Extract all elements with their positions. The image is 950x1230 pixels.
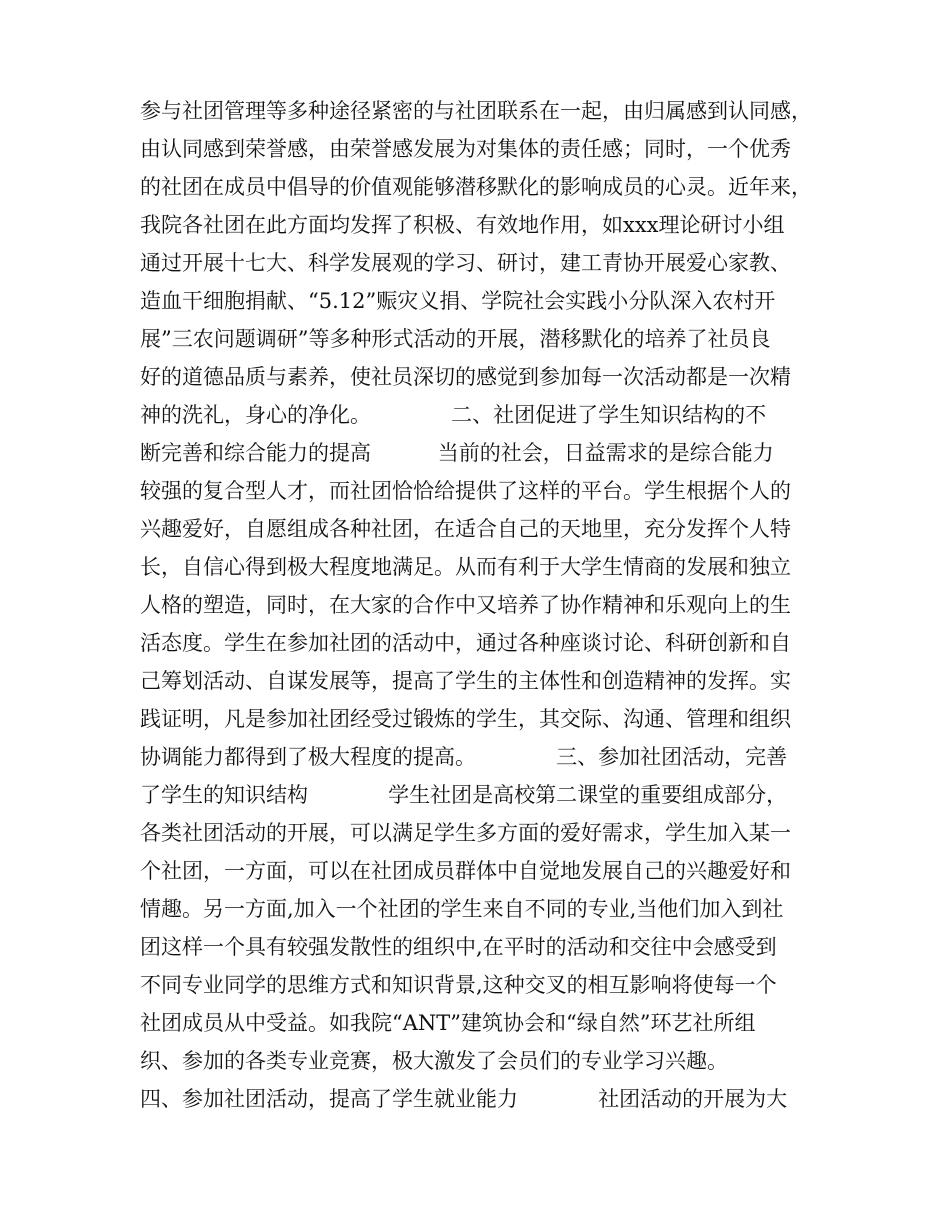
text-line: 各类社团活动的开展，可以满足学生多方面的爱好需求，学生加入某一 [140, 821, 791, 845]
text-line: 社团成员从中受益。如我院“ANT”建筑协会和“绿自然”环艺社所组 [140, 1011, 756, 1035]
text-line: 了学生的知识结构 学生社团是高校第二课堂的重要组成部分， [140, 783, 788, 807]
text-line: 践证明，凡是参加社团经受过锻炼的学生，其交际、沟通、管理和组织 [140, 707, 791, 731]
text-line: 协调能力都得到了极大程度的提高。 三、参加社团活动，完善 [140, 745, 788, 769]
text-line: 好的道德品质与素养，使社员深切的感觉到参加每一次活动都是一次精 [140, 365, 791, 389]
text-line: 造血干细胞捐献、“5.12”赈灾义捐、学院社会实践小分队深入农村开 [140, 289, 776, 313]
text-line: 个社团，一方面，可以在社团成员群体中自觉地发展自己的兴趣爱好和 [140, 859, 791, 883]
text-line: 活态度。学生在参加社团的活动中，通过各种座谈讨论、科研创新和自 [140, 631, 791, 655]
text-line: 的社团在成员中倡导的价值观能够潜移默化的影响成员的心灵。近年来， [140, 175, 812, 199]
text-line: 不同专业同学的思维方式和知识背景,这种交叉的相互影响将使每一个 [140, 973, 777, 997]
text-line: 较强的复合型人才，而社团恰恰给提供了这样的平台。学生根据个人的 [140, 479, 791, 503]
text-line: 神的洗礼，身心的净化。 二、社团促进了学生知识结构的不 [140, 403, 767, 427]
text-line: 四、参加社团活动，提高了学生就业能力 社团活动的开展为大 [140, 1087, 788, 1111]
text-line: 展”三农问题调研”等多种形式活动的开展，潜移默化的培养了社员良 [140, 327, 771, 351]
body-text [140, 92, 830, 1118]
text-line: 情趣。另一方面,加入一个社团的学生来自不同的专业,当他们加入到社 [140, 897, 784, 921]
text-line: 由认同感到荣誉感，由荣誉感发展为对集体的责任感；同时，一个优秀 [140, 137, 791, 161]
text-line: 人格的塑造，同时，在大家的合作中又培养了协作精神和乐观向上的生 [140, 593, 791, 617]
text-line: 长，自信心得到极大程度地满足。从而有利于大学生情商的发展和独立 [140, 555, 791, 579]
text-line: 我院各社团在此方面均发挥了积极、有效地作用，如xxx理论研讨小组 [140, 213, 785, 237]
text-line: 团这样一个具有较强发散性的组织中,在平时的活动和交往中会感受到 [140, 935, 777, 959]
text-line: 参与社团管理等多种途径紧密的与社团联系在一起，由归属感到认同感， [140, 99, 812, 123]
text-line: 通过开展十七大、科学发展观的学习、研讨，建工青协开展爱心家教、 [140, 251, 791, 275]
text-line: 己筹划活动、自谋发展等，提高了学生的主体性和创造精神的发挥。实 [140, 669, 791, 693]
text-line: 织、参加的各类专业竞赛，极大激发了会员们的专业学习兴趣。 [140, 1049, 728, 1073]
text-line: 断完善和综合能力的提高 当前的社会，日益需求的是综合能力 [140, 441, 774, 465]
text-line: 兴趣爱好，自愿组成各种社团，在适合自己的天地里，充分发挥个人特 [140, 517, 791, 541]
